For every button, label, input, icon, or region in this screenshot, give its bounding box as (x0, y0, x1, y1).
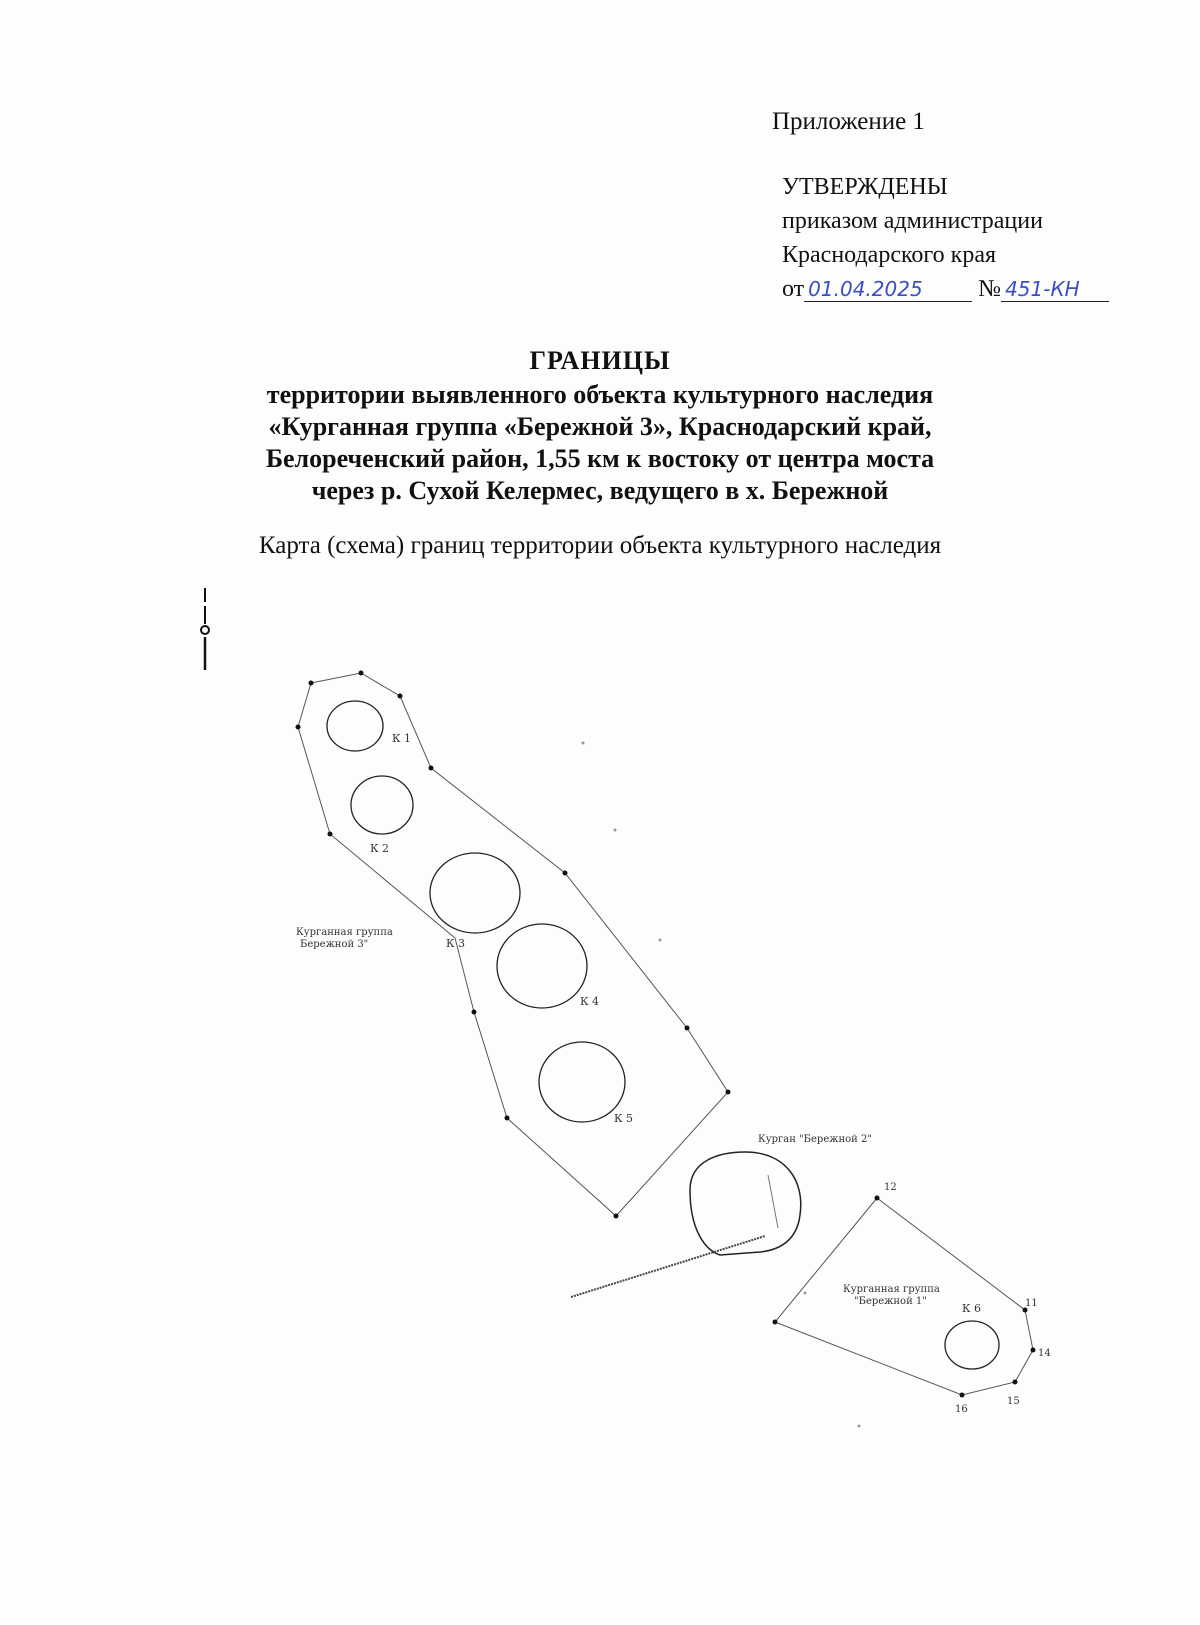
date-value: 01.04.2025 (808, 277, 923, 301)
mound-k6 (945, 1321, 999, 1369)
mound-k5 (539, 1042, 625, 1122)
number-value: 451-КН (1005, 277, 1080, 301)
number-prefix: № (978, 276, 1002, 302)
kurgan2-inner-line (768, 1175, 778, 1228)
title-line2: «Курганная группа «Бережной 3», Краснодарский край, (268, 412, 932, 441)
mound-k2 (351, 776, 413, 834)
mound-k6-label: К 6 (962, 1302, 982, 1315)
mound-k4 (497, 924, 587, 1008)
appendix-label: Приложение 1 (772, 108, 925, 135)
kurgan2-boundary (690, 1152, 801, 1255)
title-line1: территории выявленного объекта культурного наследия (266, 380, 934, 409)
faint-marks (582, 742, 861, 1428)
mound-k5-label: К 5 (614, 1112, 634, 1125)
by-order-line2: Краснодарского края (782, 242, 997, 268)
mound-k1-label: К 1 (392, 732, 412, 745)
group1-label-line2: "Бережной 1" (854, 1296, 927, 1307)
point-12: 12 (884, 1182, 897, 1193)
approved-label: УТВЕРЖДЕНЫ (782, 174, 948, 200)
point-11: 11 (1025, 1298, 1038, 1309)
mound-k4-label: К 4 (580, 995, 600, 1008)
group3-label-line1: Курганная группа (296, 927, 393, 938)
title-line3: Белореченский район, 1,55 км к востоку от центра моста (265, 444, 935, 473)
kurgan2-label: Курган "Бережной 2" (758, 1134, 872, 1145)
map-caption: Карта (схема) границ территории объекта культурного наследия (258, 532, 942, 559)
point-15: 15 (1007, 1396, 1020, 1407)
date-prefix: от (782, 276, 805, 302)
mound-k1 (327, 701, 383, 751)
road-line (571, 1236, 765, 1297)
title-line4: через р. Сухой Келермес, ведущего в х. Бережной (311, 476, 889, 505)
mound-k2-label: К 2 (370, 842, 390, 855)
north-arrow-icon (201, 588, 209, 670)
mound-k3 (430, 853, 520, 933)
by-order-line1: приказом администрации (782, 208, 1043, 234)
mound-k3-label: К 3 (446, 937, 466, 950)
point-14: 14 (1038, 1348, 1051, 1359)
group3-label-line2: Бережной 3" (300, 939, 369, 950)
point-16: 16 (955, 1404, 968, 1415)
title-main: ГРАНИЦЫ (529, 346, 671, 375)
group1-label-line1: Курганная группа (843, 1284, 940, 1295)
